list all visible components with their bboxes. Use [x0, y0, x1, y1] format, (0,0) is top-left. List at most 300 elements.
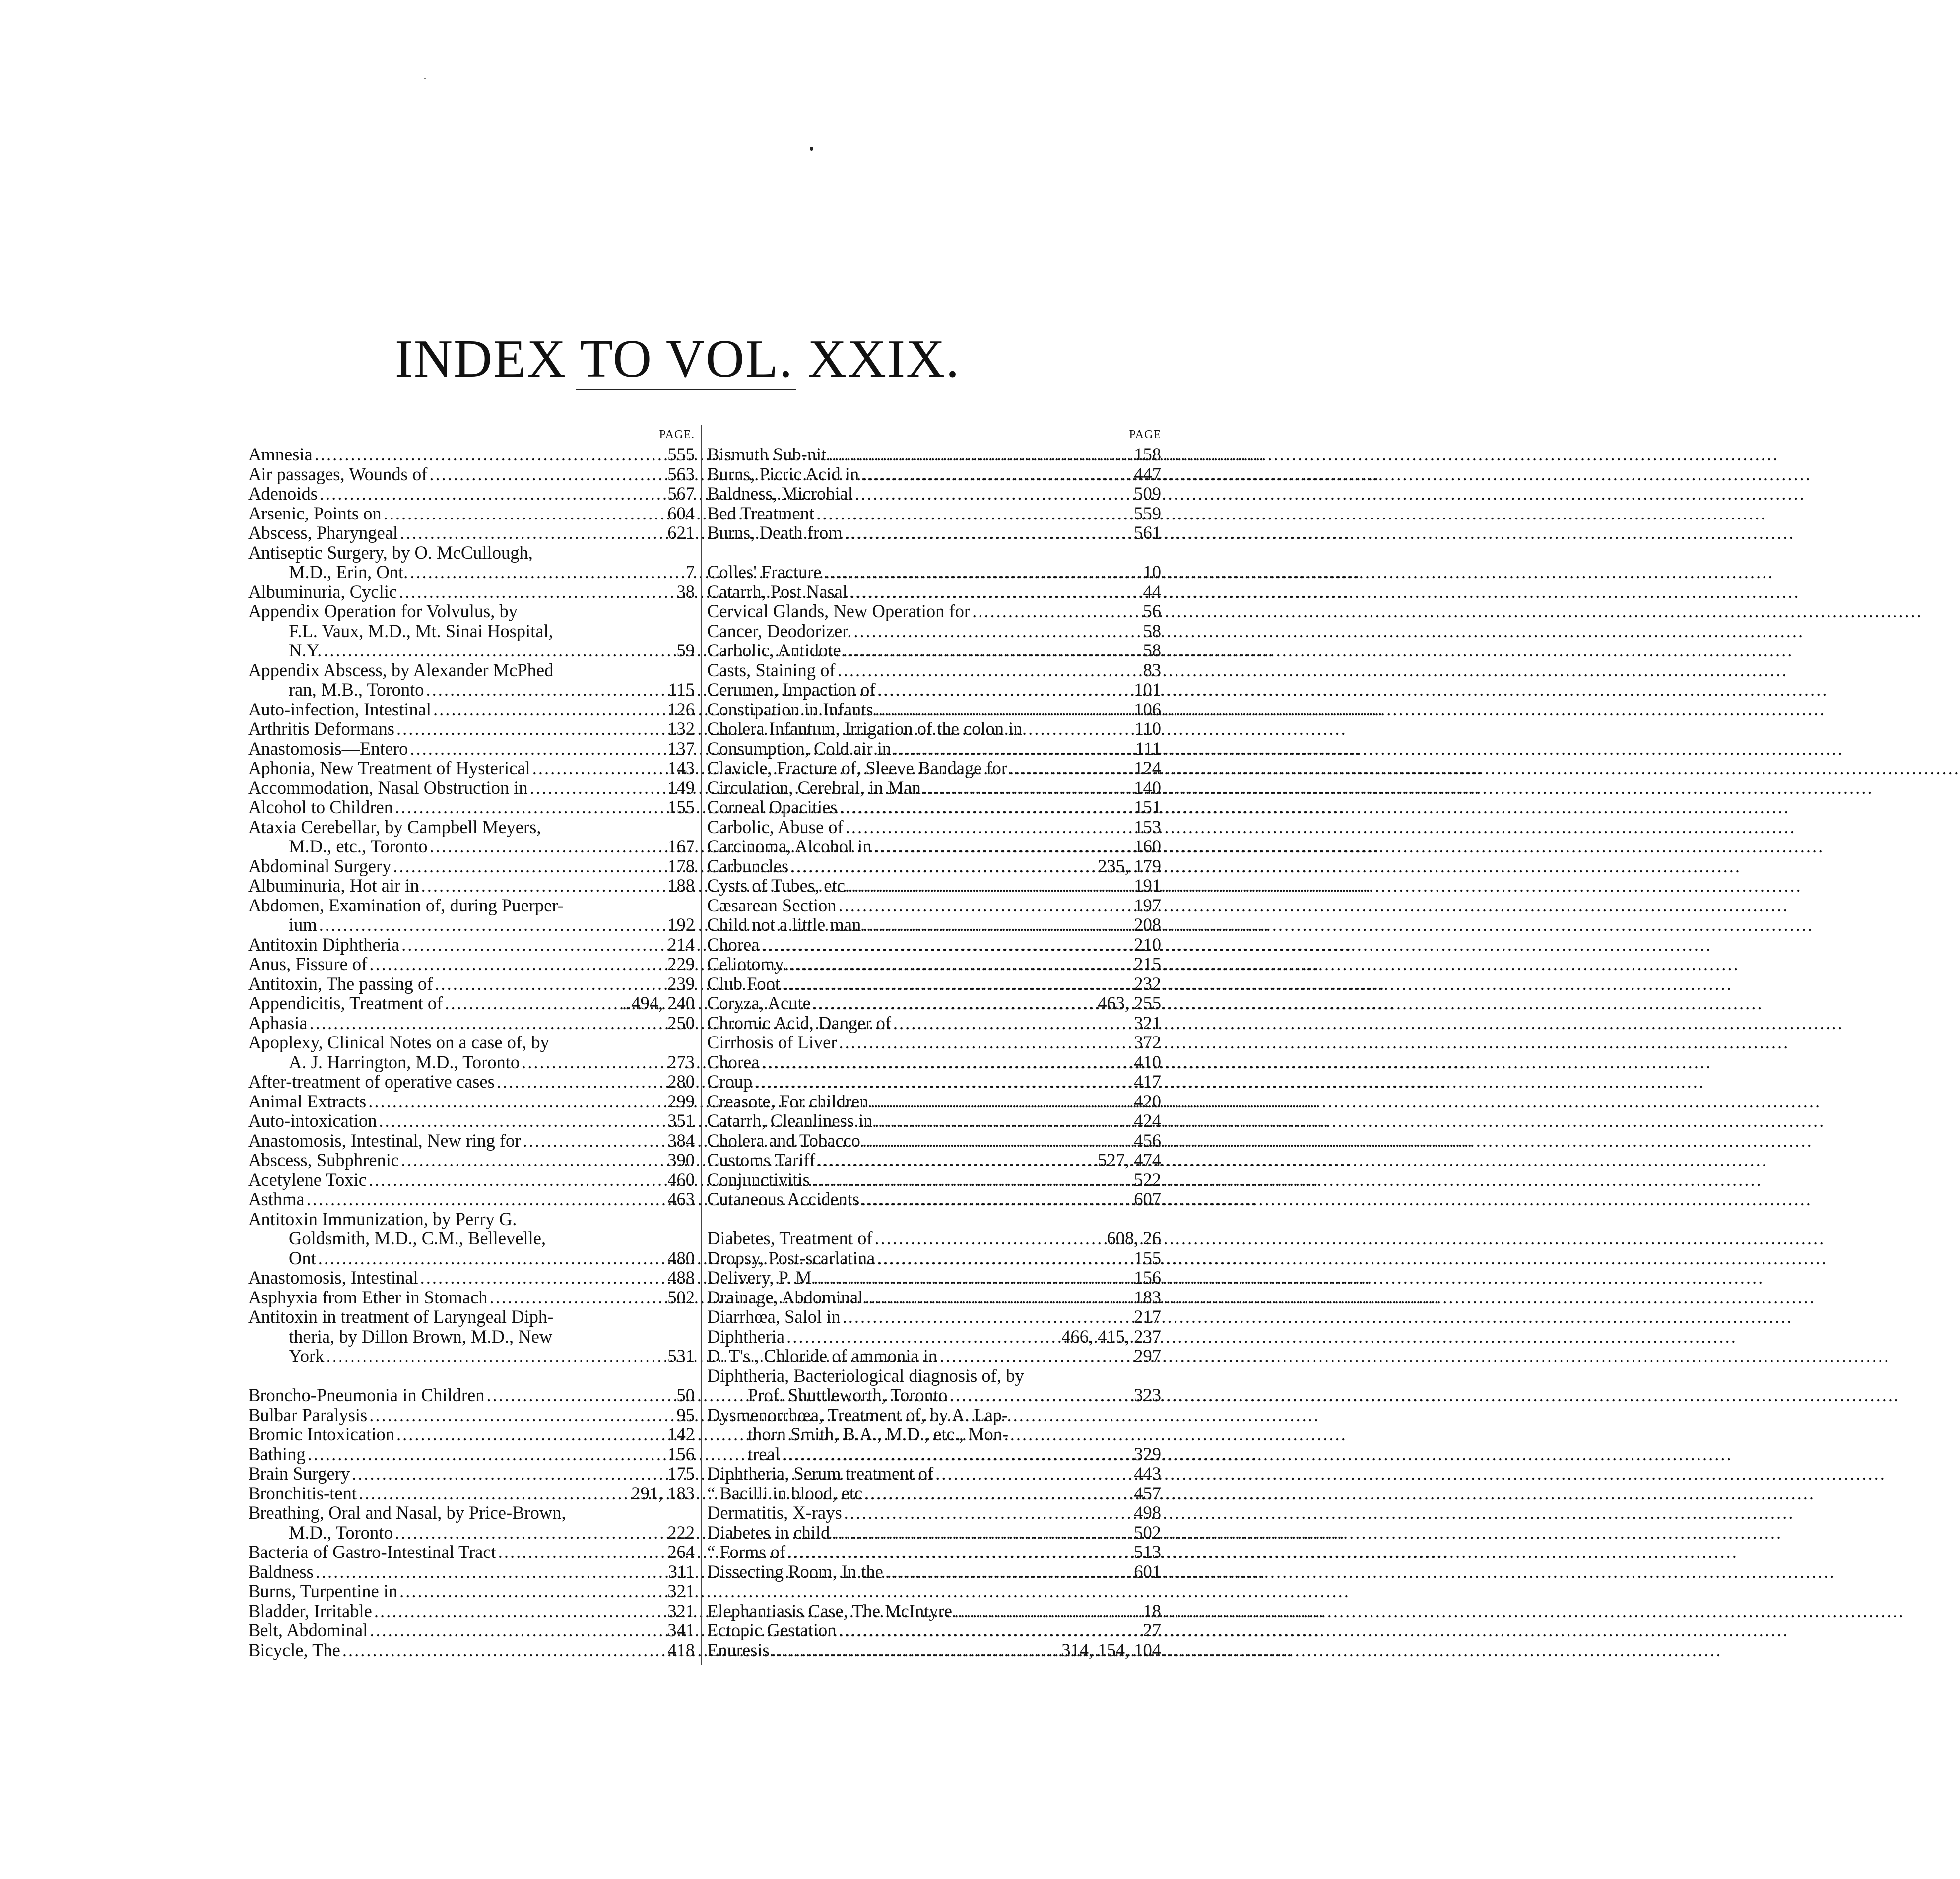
- entry-text: Carbolic, Antidote: [707, 640, 841, 660]
- leader-dots: [368, 1092, 665, 1111]
- page-number: [1134, 1444, 1161, 1464]
- page-number-value: 559: [1134, 503, 1161, 523]
- leader-dots: [838, 660, 1141, 680]
- leader-dots: [433, 700, 665, 719]
- page-number: [1134, 935, 1161, 955]
- index-entry: [707, 1189, 1161, 1209]
- entry-heading: [707, 915, 1161, 935]
- leader-dots: [893, 739, 1133, 759]
- page-number-value: 56: [1143, 601, 1161, 621]
- entry-heading: [707, 1405, 1161, 1425]
- leader-dots: [824, 562, 1141, 582]
- page-number-value: 232: [1134, 973, 1161, 994]
- page-number-value: 390: [667, 1150, 695, 1170]
- entry-text: Adenoids: [248, 483, 318, 504]
- page-number: [1143, 601, 1162, 621]
- index-entry: [248, 582, 695, 602]
- index-entry: [707, 562, 1161, 582]
- page-number-value: 158: [1134, 444, 1161, 464]
- page-number: [667, 1464, 695, 1484]
- index-entry: [248, 1503, 695, 1542]
- page-number: [1143, 582, 1162, 602]
- page-number-value: 167: [667, 836, 695, 856]
- page-number: [667, 915, 695, 935]
- entry-heading: [248, 1484, 695, 1503]
- entry-continuation: [248, 1327, 695, 1347]
- index-entry: [248, 1013, 695, 1033]
- leader-dots: [846, 817, 1132, 837]
- entry-text: Animal Extracts: [248, 1091, 367, 1111]
- leader-dots: [490, 1288, 666, 1307]
- index-entry: [707, 700, 1161, 719]
- index-column-left: [248, 425, 695, 1660]
- page-number-value: 44: [1143, 581, 1161, 602]
- entry-heading: [248, 719, 695, 739]
- entry-text: Bicycle, The: [248, 1639, 340, 1660]
- page-number-value: 474: [1134, 1150, 1161, 1170]
- leader-dots: [812, 1170, 1132, 1190]
- index-entry: [248, 1405, 695, 1425]
- leader-dots: [844, 1503, 1132, 1523]
- index-entry: [707, 954, 1161, 974]
- index-entry: [248, 993, 695, 1013]
- leader-dots: [369, 954, 665, 974]
- entry-text: Casts, Staining of: [707, 659, 836, 680]
- leader-dots: [320, 484, 665, 504]
- index-entry: [707, 1346, 1161, 1366]
- entry-heading: [707, 1229, 1161, 1248]
- entry-continuation: [248, 1523, 695, 1543]
- page-number: [1134, 817, 1161, 837]
- page-number-value: 604: [667, 503, 695, 523]
- index-entry: [707, 1052, 1161, 1072]
- index-entry: [248, 1189, 695, 1209]
- leader-dots: [861, 464, 1132, 484]
- entry-heading: [707, 1484, 1161, 1503]
- page-number: [1135, 719, 1161, 739]
- page-number: [1134, 1503, 1161, 1523]
- index-entry: [707, 719, 1161, 739]
- entry-text: Chorea: [707, 1051, 760, 1072]
- page-number: [1134, 445, 1161, 464]
- entry-heading: [707, 1640, 1161, 1660]
- page-number: [667, 1052, 695, 1072]
- entry-text: Bathing: [248, 1443, 306, 1464]
- page-number-value: 447: [1134, 463, 1161, 484]
- index-entry: [248, 817, 695, 856]
- index-entry: [248, 896, 695, 935]
- page-number-value: 208: [1134, 914, 1161, 935]
- entry-heading: [707, 464, 1161, 484]
- page-number: [1134, 700, 1161, 719]
- leader-dots: [814, 1268, 1132, 1288]
- entry-text: Bromic Intoxication: [248, 1424, 394, 1444]
- column-divider: [701, 425, 702, 1665]
- leader-dots: [839, 1620, 1141, 1640]
- index-entry: [248, 1640, 695, 1660]
- index-entry: [248, 601, 695, 660]
- page-number: [1134, 464, 1161, 484]
- page-number-value: 607: [1134, 1189, 1161, 1209]
- index-entry: [707, 1229, 1161, 1248]
- entry-continuation: [248, 915, 695, 935]
- leader-dots: [949, 1385, 1132, 1405]
- entry-text: Cirrhosis of Liver: [707, 1032, 837, 1052]
- page-number-value: 188: [667, 875, 695, 896]
- page-number-value: 601: [1134, 1561, 1161, 1582]
- leader-dots: [782, 974, 1132, 994]
- entry-continuation: [248, 1052, 695, 1072]
- page-number-value: 250: [667, 1012, 695, 1033]
- entry-text: Dissecting Room, In the: [707, 1561, 883, 1582]
- speck-mark: [424, 78, 426, 79]
- page-number: [1135, 739, 1161, 759]
- leader-dots: [865, 1288, 1132, 1307]
- entry-continuation: [248, 1346, 695, 1366]
- index-entry: [248, 464, 695, 484]
- page-number: [1134, 1464, 1161, 1484]
- page-number-value: 83: [1143, 659, 1161, 680]
- entry-text: Antitoxin Immunization, by Perry G.: [248, 1208, 517, 1229]
- entry-heading: [248, 1581, 695, 1601]
- entry-heading: [707, 445, 1161, 464]
- page-number-value: 191: [1134, 875, 1161, 896]
- entry-text: A. J. Harrington, M.D., Toronto: [289, 1051, 520, 1072]
- entry-heading: [707, 1288, 1161, 1307]
- index-entry: [248, 1444, 695, 1464]
- entry-text: Anastomosis—Entero: [248, 738, 408, 759]
- index-entry: [707, 1150, 1161, 1170]
- entry-text: Abscess, Pharyngeal: [248, 522, 398, 543]
- entry-heading: [248, 797, 695, 817]
- entry-heading: [248, 876, 695, 896]
- page-number: [667, 1288, 695, 1307]
- page-number-value: 58: [1143, 620, 1161, 641]
- entry-text: Colles' Fracture: [707, 562, 822, 582]
- page-number: [1134, 1013, 1161, 1033]
- page-number-value: 457: [1134, 1483, 1161, 1503]
- entry-text: Diphtheria, Bacteriological diagnosis of, by: [707, 1365, 1024, 1386]
- page-number-value: 132: [667, 718, 695, 739]
- entry-text: Albuminuria, Hot air in: [248, 875, 419, 896]
- page-number-value: 424: [1134, 1110, 1161, 1131]
- index-entry: [707, 1327, 1161, 1347]
- entry-heading: [707, 660, 1161, 680]
- index-entry: [707, 915, 1161, 935]
- page-number-value: 311: [668, 1561, 695, 1582]
- entry-heading: [248, 1503, 695, 1523]
- page-number-value: 502: [667, 1287, 695, 1307]
- entry-text: Amnesia: [248, 444, 313, 464]
- entry-text: Diabetes in child: [707, 1522, 830, 1543]
- entry-heading: [707, 1189, 1161, 1209]
- entry-text: “ Forms of: [707, 1542, 786, 1562]
- entry-heading: [248, 1072, 695, 1092]
- page-number: [667, 797, 695, 817]
- page-number: [667, 1092, 695, 1111]
- entry-text: F.L. Vaux, M.D., Mt. Sinai Hospital,: [289, 620, 553, 641]
- entry-text: D. T's., Chloride of ammonia in: [707, 1346, 938, 1366]
- page-number-prefix: 314, 154,: [1061, 1639, 1134, 1660]
- page-number-value: 329: [1134, 1443, 1161, 1464]
- leader-dots: [401, 1150, 665, 1170]
- page-number-value: 563: [667, 463, 695, 484]
- entry-text: Burns, Picric Acid in: [707, 463, 859, 484]
- leader-dots: [396, 1425, 665, 1444]
- entry-heading: [248, 464, 695, 484]
- entry-heading: [707, 837, 1161, 856]
- page-number: [1134, 1346, 1161, 1366]
- page-number: [1143, 1620, 1162, 1640]
- page-number-value: 384: [667, 1130, 695, 1151]
- entry-text: Appendix Operation for Volvulus, by: [248, 601, 518, 621]
- entry-heading: [707, 856, 1161, 876]
- entry-text: Ectopic Gestation: [707, 1620, 837, 1640]
- entry-continuation: [707, 1385, 1161, 1405]
- column-page-header: PAGE.: [659, 428, 695, 441]
- entry-continuation: [248, 837, 695, 856]
- leader-dots: [486, 1385, 674, 1405]
- page-number: [667, 1601, 695, 1621]
- entry-heading: [707, 993, 1161, 1013]
- page-number: [1143, 621, 1162, 641]
- entry-continuation: [248, 562, 695, 582]
- entry-heading: [707, 1327, 1161, 1347]
- entry-text: Catarrh, Post Nasal: [707, 581, 848, 602]
- leader-dots: [862, 1131, 1132, 1151]
- page-number: [667, 1523, 695, 1543]
- index-entry: [707, 778, 1161, 798]
- entry-heading: [248, 1425, 695, 1444]
- index-entry: [248, 1620, 695, 1640]
- entry-heading: [248, 935, 695, 955]
- leader-dots: [923, 778, 1132, 798]
- entry-text: Cholera and Tobacco: [707, 1130, 860, 1151]
- page-number-value: 513: [1134, 1542, 1161, 1562]
- index-entry: [248, 935, 695, 955]
- page-number: [1134, 915, 1161, 935]
- page-number-value: 27: [1143, 1620, 1161, 1640]
- page-number-value: 217: [1134, 1306, 1161, 1327]
- leader-dots: [754, 1072, 1132, 1092]
- page-number-value: 155: [1134, 1247, 1161, 1268]
- page-number: [1134, 797, 1161, 817]
- entry-heading: [248, 1131, 695, 1151]
- entry-text: Air passages, Wounds of: [248, 463, 428, 484]
- page-number-value: 418: [667, 1639, 695, 1660]
- entry-text: Carcinoma, Alcohol in: [707, 836, 872, 856]
- page-number: [1134, 1523, 1161, 1543]
- section-gap: [707, 543, 1161, 563]
- index-entry: [248, 523, 695, 543]
- entry-text: Child not a little man: [707, 914, 861, 935]
- leader-dots: [522, 1052, 665, 1072]
- entry-heading: [248, 1288, 695, 1307]
- entry-text: Carbolic, Abuse of: [707, 816, 844, 837]
- leader-dots: [497, 1072, 665, 1092]
- page-number-value: 95: [676, 1404, 695, 1425]
- entry-heading: [248, 1542, 695, 1562]
- page-number: [667, 837, 695, 856]
- index-entry: [707, 876, 1161, 896]
- leader-dots: [530, 778, 666, 798]
- page-number-value: 153: [1134, 816, 1161, 837]
- page-number-value: 509: [1134, 483, 1161, 504]
- entry-text: Auto-intoxication: [248, 1110, 377, 1131]
- entry-heading: [707, 974, 1161, 994]
- page-number-value: 183: [667, 1483, 695, 1503]
- page-number-value: 299: [667, 1091, 695, 1111]
- entry-text: Cancer, Deodorizer.: [707, 620, 852, 641]
- page-number-value: 323: [1134, 1385, 1161, 1405]
- entry-heading: [248, 1620, 695, 1640]
- entry-continuation: [707, 1444, 1161, 1464]
- index-entry: [707, 797, 1161, 817]
- leader-dots: [400, 523, 665, 543]
- page-number: [1134, 1484, 1161, 1503]
- leader-dots: [864, 1484, 1132, 1503]
- entry-heading: [707, 1503, 1161, 1523]
- index-entry: [707, 1405, 1161, 1464]
- page-number-value: 321: [667, 1581, 695, 1601]
- entry-text: Ont: [289, 1247, 316, 1268]
- entry-text: Customs Tariff: [707, 1150, 816, 1170]
- index-entry: [248, 1092, 695, 1111]
- entry-text: Ataxia Cerebellar, by Campbell Meyers,: [248, 816, 541, 837]
- page-number: [667, 1189, 695, 1209]
- page-number-value: 210: [1134, 934, 1161, 955]
- leader-dots: [861, 1189, 1132, 1209]
- page-number: [1134, 1385, 1161, 1405]
- leader-dots: [761, 1052, 1132, 1072]
- page-number: [1134, 1170, 1161, 1190]
- page-number: [667, 1542, 695, 1562]
- page-number-value: 178: [667, 855, 695, 876]
- entry-text: Asphyxia from Ether in Stomach: [248, 1287, 488, 1307]
- leader-dots: [523, 1131, 665, 1151]
- entry-text: Arthritis Deformans: [248, 718, 394, 739]
- entry-heading: [707, 1366, 1161, 1386]
- entry-heading: [707, 1307, 1161, 1327]
- page-number-value: 38: [676, 581, 695, 602]
- leader-dots: [315, 445, 666, 464]
- leader-dots: [430, 837, 666, 856]
- page-number: [667, 1248, 695, 1268]
- entry-heading: [248, 582, 695, 602]
- index-entries-left: [248, 445, 695, 1660]
- leader-dots: [873, 837, 1132, 856]
- index-entry: [707, 1542, 1161, 1562]
- page-number-value: 110: [1134, 718, 1161, 739]
- leader-dots: [828, 445, 1132, 464]
- entry-continuation: [248, 621, 695, 641]
- entry-heading: [248, 993, 695, 1013]
- entry-heading: [707, 954, 1161, 974]
- entry-text: Conjunctivitis: [707, 1169, 810, 1190]
- page-number-value: 101: [1134, 679, 1161, 700]
- page-number-value: 255: [1134, 993, 1161, 1013]
- leader-dots: [426, 680, 666, 700]
- entry-heading: [248, 1033, 695, 1052]
- leader-dots: [849, 582, 1141, 602]
- entry-text: Bed Treatment: [707, 503, 814, 523]
- page-number: [667, 856, 695, 876]
- entry-heading: [248, 954, 695, 974]
- index-entry: [707, 1072, 1161, 1092]
- entry-text: Antitoxin in treatment of Laryngeal Diph-: [248, 1306, 554, 1327]
- column-page-header: PAGE: [1129, 428, 1161, 441]
- entry-heading: [248, 1444, 695, 1464]
- page-number: [667, 1150, 695, 1170]
- entry-text: ran, M.B., Toronto: [289, 679, 424, 700]
- page-number-value: 488: [667, 1267, 695, 1288]
- leader-dots: [374, 1601, 665, 1621]
- entry-text: Breathing, Oral and Nasal, by Price-Brown,: [248, 1502, 566, 1523]
- page-number: [686, 562, 695, 582]
- index-entry: [248, 1542, 695, 1562]
- page-number-value: 321: [667, 1600, 695, 1621]
- page-number: [1134, 758, 1161, 778]
- entry-text: Abdomen, Examination of, during Puerper-: [248, 895, 564, 915]
- page-number: [1134, 896, 1161, 915]
- leader-dots: [319, 915, 665, 935]
- entry-text: York: [289, 1346, 325, 1366]
- entry-heading: [248, 523, 695, 543]
- entry-text: Dermatitis, X-rays: [707, 1502, 842, 1523]
- leader-dots: [379, 1111, 666, 1131]
- entry-heading: [707, 523, 1161, 543]
- entry-text: Aphonia, New Treatment of Hysterical: [248, 758, 530, 778]
- leader-dots: [843, 1307, 1132, 1327]
- page-number: [667, 1425, 695, 1444]
- leader-dots: [875, 1111, 1132, 1131]
- page-number: [667, 739, 695, 759]
- entry-heading: [248, 974, 695, 994]
- leader-dots: [863, 915, 1132, 935]
- entry-heading: [707, 601, 1161, 621]
- entry-text: theria, by Dillon Brown, M.D., New: [289, 1326, 553, 1347]
- index-entry: [248, 1425, 695, 1444]
- entry-heading: [248, 543, 695, 563]
- page-number: [1134, 680, 1161, 700]
- leader-dots: [324, 641, 674, 660]
- entry-text: Delivery, P. M: [707, 1267, 812, 1288]
- page-number: [1098, 856, 1161, 876]
- index-entry: [707, 1464, 1161, 1484]
- index-entry: [707, 582, 1161, 602]
- page-number-prefix: 235,: [1098, 855, 1134, 876]
- index-entry: [707, 993, 1161, 1013]
- page-number-value: 183: [1134, 1287, 1161, 1307]
- page-number: [667, 1013, 695, 1033]
- entry-text: Auto-infection, Intestinal: [248, 699, 431, 719]
- entry-text: Clavicle, Fracture of, Sleeve Bandage for: [707, 758, 1008, 778]
- page-number: [1134, 523, 1161, 543]
- page-number: [622, 993, 695, 1013]
- index-entry: [707, 621, 1161, 641]
- index-entry: [248, 1111, 695, 1131]
- page-number-value: 561: [1134, 522, 1161, 543]
- entry-text: Cholera Infantum, Irrigation of the colon in: [707, 718, 1023, 739]
- entry-text: Consumption, Cold air in: [707, 738, 892, 759]
- leader-dots: [410, 562, 683, 582]
- entry-heading: [707, 1033, 1161, 1052]
- entry-heading: [707, 504, 1161, 523]
- entry-text: Anastomosis, Intestinal: [248, 1267, 418, 1288]
- entry-heading: [248, 700, 695, 719]
- leader-dots: [885, 1562, 1132, 1582]
- entry-text: Acetylene Toxic: [248, 1169, 367, 1190]
